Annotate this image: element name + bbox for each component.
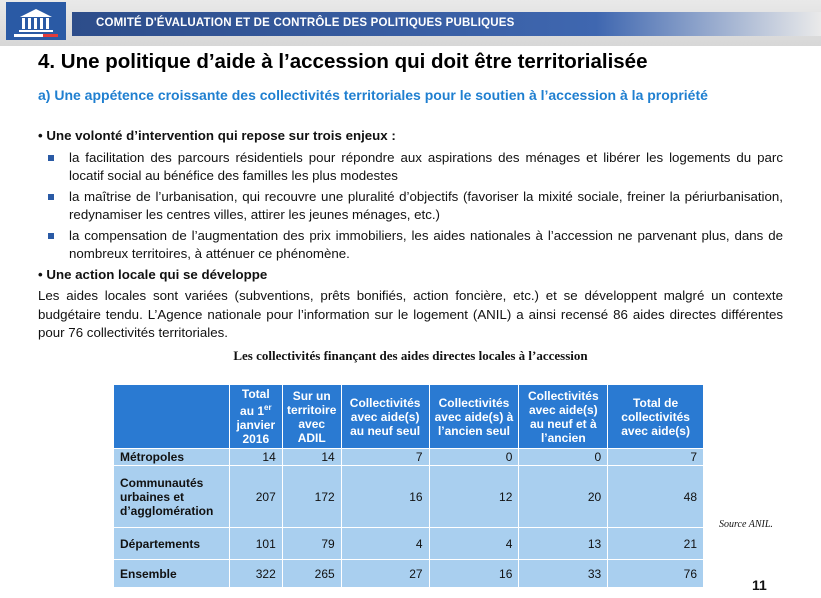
table-row: [114, 560, 704, 588]
list-item-text: la maîtrise de l’urbanisation, qui recouvre une pluralité d’objectifs (favoriser la mixité sociale, freiner la périurbanisation, redynamiser les centres villes, attirer les jeunes ménages, etc.): [69, 188, 783, 222]
table-cell: 27: [341, 560, 429, 588]
list-item-text: la compensation de l’augmentation des prix immobiliers, les aides nationales à l’accession ne parvenant plus, dans de nombreux territoires, à atténuer ce phénomène.: [69, 227, 783, 261]
header-bar: [72, 12, 821, 36]
table-cell: 79: [282, 528, 341, 560]
header-neuf-et-ancien: Collectivités avec aide(s) au neuf et à l’ancien: [519, 385, 608, 449]
section-subtitle: a) Une appétence croissante des collectivités territoriales pour le soutien à l’accession à la propriété: [38, 87, 708, 103]
square-bullet-icon: [48, 194, 54, 200]
table-cell: 12: [429, 466, 519, 528]
row-label: Communautés urbaines et d’agglomération: [114, 466, 230, 528]
row-label: Départements: [114, 528, 230, 560]
row-label: Ensemble: [114, 560, 230, 588]
section2-paragraph: Les aides locales sont variées (subventions, prêts bonifiés, action foncière, etc.) et se développent malgré un contexte budgétaire tendu. L’Agence nationale pour l’information sur le logement (ANIL) a ainsi recensé 86 aides directes différentes pour 76 collectivités territoriales.: [38, 288, 783, 340]
table-cell: 16: [341, 466, 429, 528]
header-ancien-seul: Collectivités avec aide(s) à l’ancien seul: [429, 385, 519, 449]
page-number: 11: [752, 577, 767, 593]
list-item: [38, 227, 783, 264]
issues-list: [38, 149, 783, 264]
table-cell: 13: [519, 528, 608, 560]
assemblee-nationale-logo-icon: [6, 2, 66, 40]
table-cell: 21: [608, 528, 704, 560]
header-neuf-seul: Collectivités avec aide(s) au neuf seul: [341, 385, 429, 449]
table-cell: 207: [229, 466, 282, 528]
header-band: [0, 0, 821, 46]
header-total-jan: Total au 1er janvier 2016: [229, 385, 282, 449]
table-cell: 33: [519, 560, 608, 588]
list-item-text: la facilitation des parcours résidentiels pour répondre aux aspirations des ménages et libérer les logements du parc locatif social au bénéfice des familles les plus modestes: [69, 149, 783, 183]
table-cell: 4: [341, 528, 429, 560]
list-item: [38, 149, 783, 186]
square-bullet-icon: [48, 233, 54, 239]
table-cell: 16: [429, 560, 519, 588]
source-note: Source ANIL.: [719, 519, 773, 530]
table-cell: 0: [519, 449, 608, 466]
section1-heading: • Une volonté d’intervention qui repose sur trois enjeux :: [38, 128, 396, 143]
section2-heading: • Une action locale qui se développe: [38, 266, 268, 282]
table-row: [114, 466, 704, 528]
table-row: [114, 528, 704, 560]
data-table: [113, 384, 704, 588]
header-total-aide: Total de collectivités avec aide(s): [608, 385, 704, 449]
table-cell: 20: [519, 466, 608, 528]
row-label: Métropoles: [114, 449, 230, 466]
table-cell: 322: [229, 560, 282, 588]
table-cell: 76: [608, 560, 704, 588]
table-cell: 14: [229, 449, 282, 466]
table-cell: 7: [341, 449, 429, 466]
page-title: 4. Une politique d’aide à l’accession qui doit être territorialisée: [38, 50, 648, 73]
table-row: [114, 449, 704, 466]
table-caption: Les collectivités finançant des aides directes locales à l’accession: [233, 348, 588, 363]
main-content: [38, 127, 783, 343]
header-empty-cell: [114, 385, 230, 449]
list-item: [38, 188, 783, 225]
table-cell: 14: [282, 449, 341, 466]
table-cell: 172: [282, 466, 341, 528]
table-cell: 48: [608, 466, 704, 528]
committee-name: COMITÉ D'ÉVALUATION ET DE CONTRÔLE DES POLITIQUES PUBLIQUES: [96, 17, 515, 29]
table-cell: 0: [429, 449, 519, 466]
square-bullet-icon: [48, 155, 54, 161]
header-sur-territoire: Sur un territoire avec ADIL: [282, 385, 341, 449]
table-cell: 101: [229, 528, 282, 560]
table-header-row: [114, 385, 704, 449]
table-cell: 4: [429, 528, 519, 560]
table-cell: 265: [282, 560, 341, 588]
table-cell: 7: [608, 449, 704, 466]
